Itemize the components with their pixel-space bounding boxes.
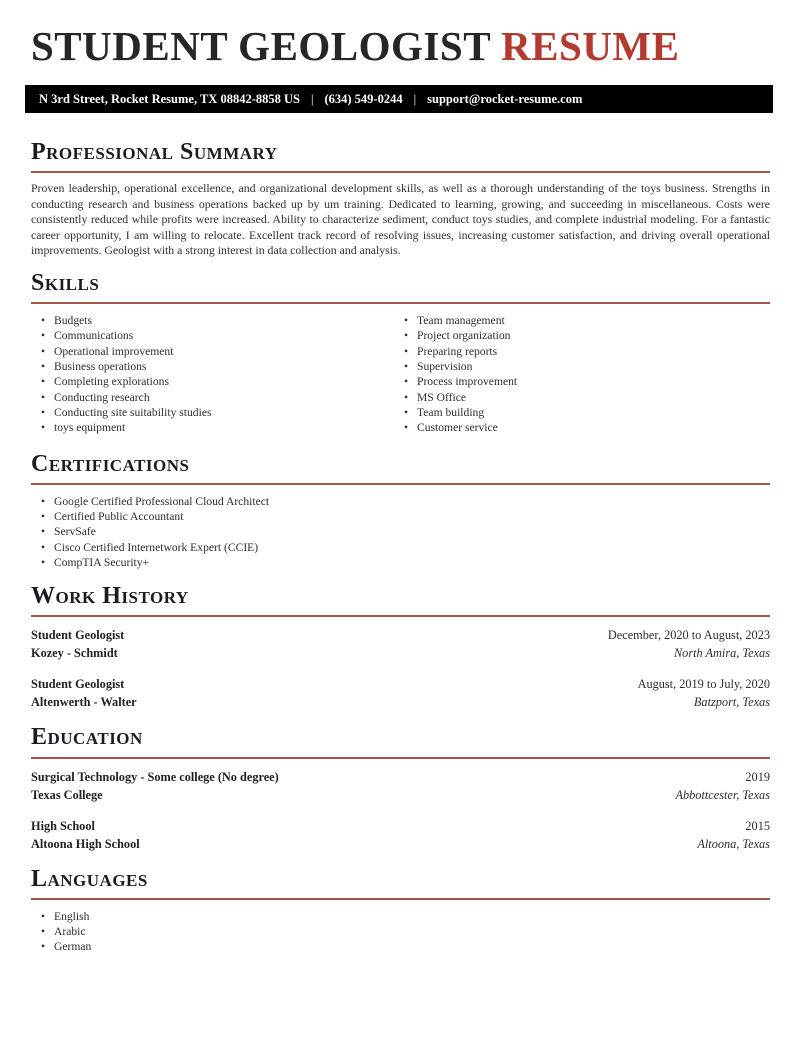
contact-bar [25,85,773,113]
job-location: North Amira, Texas [673,646,770,661]
contact-email: support@rocket-resume.com [427,92,583,107]
section-certifications [31,452,770,571]
section-divider [31,757,770,759]
certification-item: • Google Certified Professional Cloud Architect [31,494,770,509]
contact-separator: | [413,92,417,107]
certification-item: • ServSafe [31,524,770,539]
education-school: Altoona High School [31,836,140,851]
skill-item: • Communications [31,328,394,343]
work-history-entry [31,628,770,661]
skill-item: • Customer service [394,420,764,435]
skill-item: • toys equipment [31,420,394,435]
education-heading: Education [31,724,143,751]
language-item: • English [31,909,770,924]
work-history-entry [31,677,770,710]
skill-item: • Project organization [394,328,764,343]
section-divider [31,898,770,900]
section-divider [31,171,770,173]
language-item: • Arabic [31,924,770,939]
job-company: Altenwerth - Walter [31,695,137,710]
certification-item: • CompTIA Security+ [31,555,770,570]
section-skills [31,271,770,436]
education-degree: Surgical Technology - Some college (No degree) [31,769,279,784]
skill-item: • Conducting research [31,390,394,405]
page-title-primary: STUDENT GEOLOGIST [31,23,491,69]
education-school: Texas College [31,787,103,802]
languages-list [31,909,770,955]
education-location: Altoona, Texas [697,836,770,851]
contact-separator: | [310,92,314,107]
page-title [31,24,800,68]
certifications-list [31,494,770,570]
skill-item: • MS Office [394,390,764,405]
resume-page [0,24,800,1059]
certification-item: • Certified Public Accountant [31,509,770,524]
education-year: 2015 [745,818,770,833]
work-history-entries [31,628,770,710]
skills-heading: Skills [31,269,100,296]
languages-heading: Languages [31,865,148,892]
section-divider [31,615,770,617]
skill-item: • Supervision [394,359,764,374]
skills-columns [31,304,770,435]
education-year: 2019 [745,769,770,784]
skill-item: • Business operations [31,359,394,374]
job-dates: December, 2020 to August, 2023 [607,628,770,643]
skill-item: • Preparing reports [394,344,764,359]
skill-item: • Team management [394,313,764,328]
contact-phone: (634) 549-0244 [324,92,403,107]
certifications-heading: Certifications [31,450,190,477]
skills-list-right [394,313,764,435]
certification-item: • Cisco Certified Internetwork Expert (CCIE) [31,540,770,555]
professional-summary-heading: Professional Summary [31,139,278,166]
job-title: Student Geologist [31,677,125,692]
education-entry [31,819,770,852]
skill-item: • Operational improvement [31,344,394,359]
section-divider [31,483,770,485]
section-professional-summary [31,140,770,259]
section-languages [31,867,770,955]
work-history-heading: Work History [31,583,189,610]
section-education [31,725,770,851]
contact-address: N 3rd Street, Rocket Resume, TX 08842-8858 US [39,92,300,107]
job-location: Batzport, Texas [693,695,770,710]
education-location: Abbottcester, Texas [675,787,770,802]
skill-item: • Process improvement [394,374,764,389]
job-title: Student Geologist [31,628,125,643]
page-title-accent: RESUME [501,23,680,69]
education-entry [31,770,770,803]
skills-list-left [31,313,394,435]
education-entries [31,770,770,852]
skill-item: • Team building [394,405,764,420]
job-dates: August, 2019 to July, 2020 [637,677,770,692]
section-work-history [31,584,770,710]
job-company: Kozey - Schmidt [31,646,118,661]
professional-summary-text: Proven leadership, operational excellence, and organizational development skills, as well as a thorough understanding of the toys business. Strengths in conducting research and business operations backed up by um training. Dedicated to learning, growing, and succeeding in miscellaneous. Costs were consistently reduced while profits were increased. Ability to characterize sediment, conduct toys studies, and complete industrial modeling. For a fantastic career opportunity, I am willing to relocate. Excellent track record of resolving issues, increasing customer satisfaction, and driving overall operational improvements. Geologist with a strong interest in data collection and analysis. [31,181,770,258]
skill-item: • Budgets [31,313,394,328]
skill-item: • Completing explorations [31,374,394,389]
language-item: • German [31,939,770,954]
education-degree: High School [31,818,95,833]
skill-item: • Conducting site suitability studies [31,405,394,420]
